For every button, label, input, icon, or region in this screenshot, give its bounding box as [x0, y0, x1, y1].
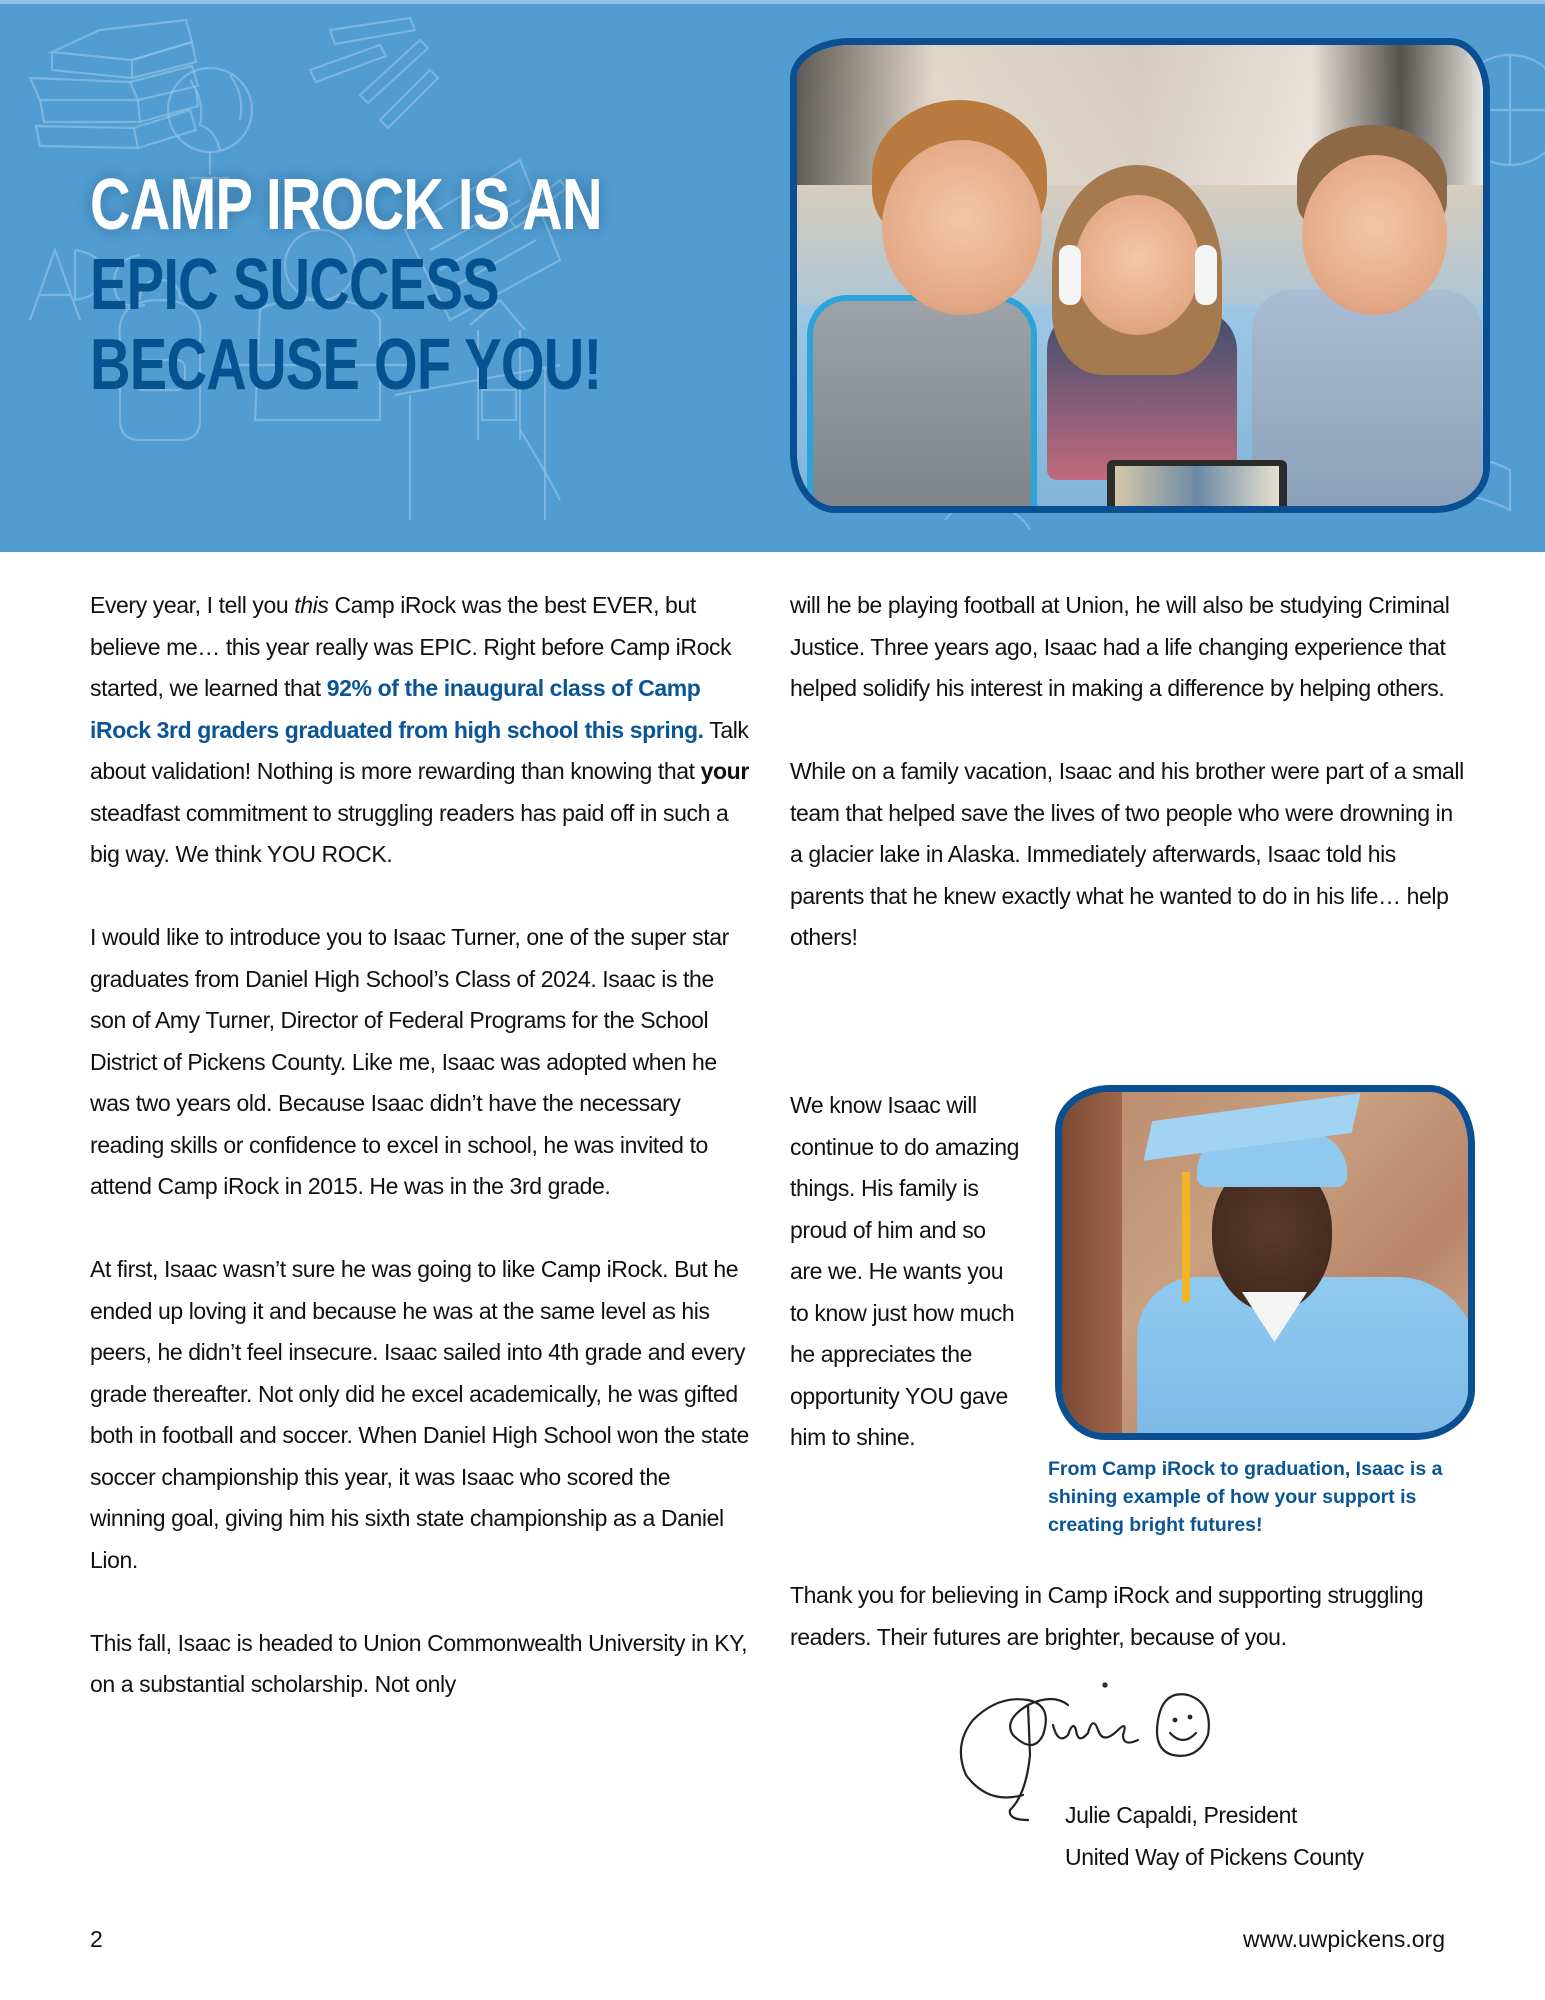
headline-line-1: CAMP IROCK IS AN — [90, 165, 602, 245]
right-column-top — [790, 585, 1470, 959]
graduation-feature — [790, 1085, 1480, 1555]
kid-1-face — [882, 140, 1042, 315]
kid-2-face — [1075, 195, 1200, 335]
page-number: 2 — [90, 1926, 103, 1952]
kid-3-face — [1302, 155, 1447, 315]
paragraph-criminal-justice: will he be playing football at Union, he will also be studying Criminal Justice. Three years ago, Isaac had a life changing experience that helped solidify his interest in making a difference by helping others. — [790, 592, 1450, 701]
header-banner — [0, 0, 1545, 552]
paragraph-alaska-rescue: While on a family vacation, Isaac and his brother were part of a small team that helped save the lives of two people who were drowning in a glacier lake in Alaska. Immediately afterwards, Isaac told his parents that he knew exactly what he wanted to do in his life… help others! — [790, 758, 1464, 950]
kids-photo — [790, 38, 1490, 513]
paragraph-thank-you: Thank you for believing in Camp iRock and supporting struggling readers. Their futures are brighter, because of you. — [790, 1582, 1424, 1650]
graduation-stat-highlight: 92% of the inaugural class of Camp iRock 3rd graders graduated from high school this spring. — [90, 675, 704, 743]
paragraph-camp-experience: At first, Isaac wasn’t sure he was going to like Camp iRock. But he ended up loving it and because he was at the same level as his peers, he didn’t feel insecure. Isaac sailed into 4th grade and every grade thereafter. Not only did he excel academically, he was gifted both in football and soccer. When Daniel High School won the state soccer championship this year, it was Isaac who scored the winning goal, giving him his sixth state championship as a Daniel Lion. — [90, 1256, 749, 1573]
signer-name-title: Julie Capaldi, President — [1065, 1802, 1298, 1828]
headline-line-3: BECAUSE OF YOU! — [90, 325, 602, 405]
photo-caption: From Camp iRock to graduation, Isaac is a shining example of how your support is creating bright futures! — [1048, 1458, 1443, 1536]
crayons-doodle-icon — [310, 18, 438, 128]
page-headline — [90, 165, 652, 405]
headphones-right — [1195, 245, 1217, 305]
paragraph-intro: Every year, I tell you this Camp iRock was the best EVER, but believe me… this year really was EPIC. Right before Camp iRock started, we learned that 92% of the inaugural class of Camp iRock 3rd graders graduated from high school this spring. Talk about validation! Nothing is more rewarding than knowing that your steadfast commitment to struggling readers has paid off in such a big way. We think YOU ROCK. — [90, 592, 749, 867]
globe-doodle-icon — [168, 68, 252, 178]
headline-line-2: EPIC SUCCESS — [90, 245, 499, 325]
website-link[interactable]: www.uwpickens.org — [1243, 1926, 1445, 1952]
tassel — [1182, 1172, 1190, 1302]
kid-1-shirt — [807, 295, 1037, 513]
signer-block — [1065, 1795, 1364, 1878]
paragraph-proud: We know Isaac will continue to do amazing things. His family is proud of him and so are we. He wants you to know just how much he appreciates the opportunity YOU gave him to shine. — [790, 1092, 1020, 1450]
graduate-photo — [1055, 1085, 1475, 1440]
left-column — [90, 585, 750, 1706]
tablet — [1107, 460, 1287, 513]
paragraph-introduce-isaac: I would like to introduce you to Isaac Turner, one of the super star graduates from Daniel High School’s Class of 2024. Isaac is the son of Amy Turner, Director of Federal Programs for the School District of Pickens County. Like me, Isaac was adopted when he was two years old. Because Isaac didn’t have the necessary reading skills or confidence to excel in school, he was invited to attend Camp iRock in 2015. He was in the 3rd grade. — [90, 924, 729, 1199]
doorway — [1062, 1092, 1122, 1433]
signer-organization: United Way of Pickens County — [1065, 1843, 1364, 1870]
headphones-left — [1059, 245, 1081, 305]
paragraph-college: This fall, Isaac is headed to Union Commonwealth University in KY, on a substantial scholarship. Not only — [90, 1629, 748, 1697]
